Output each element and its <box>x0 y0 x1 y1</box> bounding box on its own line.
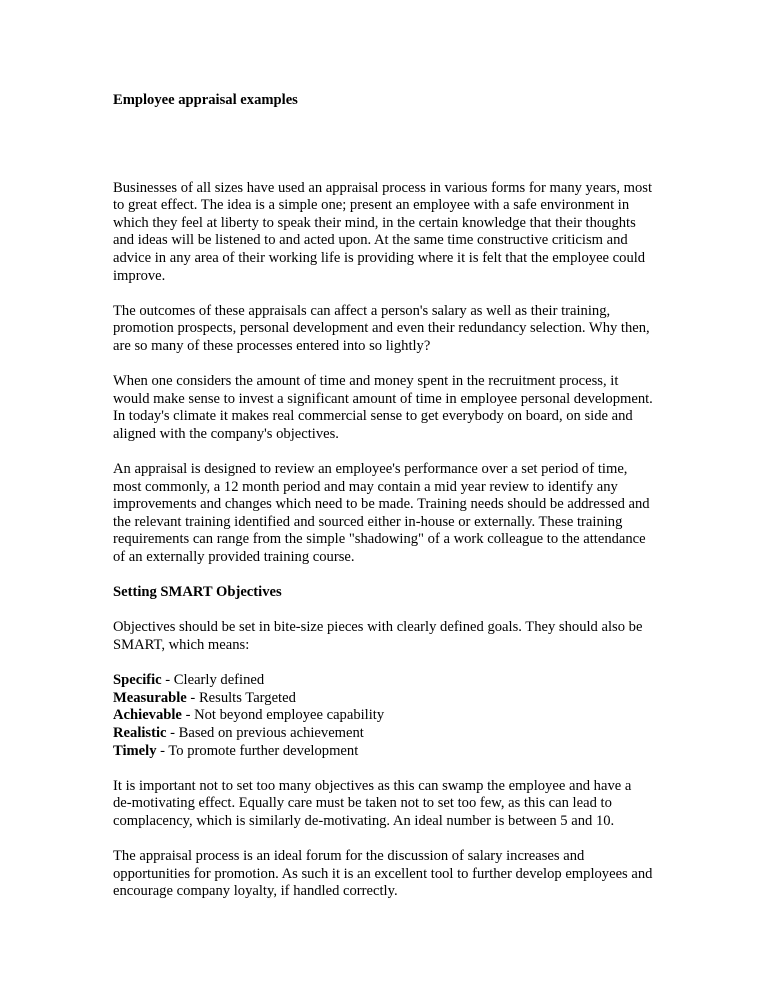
smart-item <box>113 725 653 743</box>
paragraph: The outcomes of these appraisals can affect a person's salary as well as their training, promotion prospects, personal development and even their redundancy selection. Why then, are so many of these processes entered into so lightly? <box>113 302 650 354</box>
smart-item <box>113 690 653 708</box>
paragraph: An appraisal is designed to review an employee's performance over a set period of time, most commonly, a 12 month period and may contain a mid year review to identify any improvements and changes which need to be made. Training needs should be addressed and the relevant training identified and sourced either in-house or externally. These training requirements can range from the simple "shadowing" of a work colleague to the attendance of an externally provided training course. <box>113 461 650 566</box>
smart-term: Realistic <box>113 725 167 741</box>
smart-description: - Results Targeted <box>186 689 296 706</box>
document-title: Employee appraisal examples <box>113 92 298 108</box>
paragraph: It is important not to set too many objectives as this can swamp the employee and have a de-motivating effect. Equally care must be taken not to set too few, as this can lead to complacency, which is similarly de-motivating. An ideal number is between 5 and 10. <box>113 777 632 829</box>
paragraph: The appraisal process is an ideal forum for the discussion of salary increases and opportunities for promotion. As such it is an excellent tool to further develop employees and encourage company loyalty, if handled correctly. <box>113 848 653 900</box>
smart-term: Measurable <box>113 689 187 706</box>
smart-term: Achievable <box>113 707 182 724</box>
smart-item <box>113 743 653 761</box>
smart-item <box>113 672 653 690</box>
smart-description: - Not beyond employee capability <box>181 707 385 724</box>
smart-list <box>113 672 653 760</box>
smart-term: Timely <box>113 742 157 759</box>
paragraph: Businesses of all sizes have used an appraisal process in various forms for many years, most to great effect. The idea is a simple one; present an employee with a safe environment in which they feel at liberty to speak their mind, in the certain knowledge that their thoughts and ideas will be listened to and acted upon. At the same time constructive criticism and advice in any area of their working life is providing where it is felt that the employee could improve. <box>113 179 653 284</box>
paragraph: Objectives should be set in bite-size pieces with clearly defined goals. They should also be SMART, which means: <box>113 619 643 654</box>
document-page <box>113 92 653 919</box>
smart-item <box>113 707 653 725</box>
section-heading: Setting SMART Objectives <box>113 584 282 601</box>
smart-description: - To promote further development <box>156 742 359 759</box>
smart-description: - Based on previous achievement <box>166 725 364 741</box>
smart-description: - Clearly defined <box>161 672 265 689</box>
smart-term: Specific <box>113 672 162 689</box>
paragraph: When one considers the amount of time and money spent in the recruitment process, it would make sense to invest a significant amount of time in employee personal development. In today's climate it makes real commercial sense to get everybody on board, on side and aligned with the company's objectives. <box>113 373 653 442</box>
